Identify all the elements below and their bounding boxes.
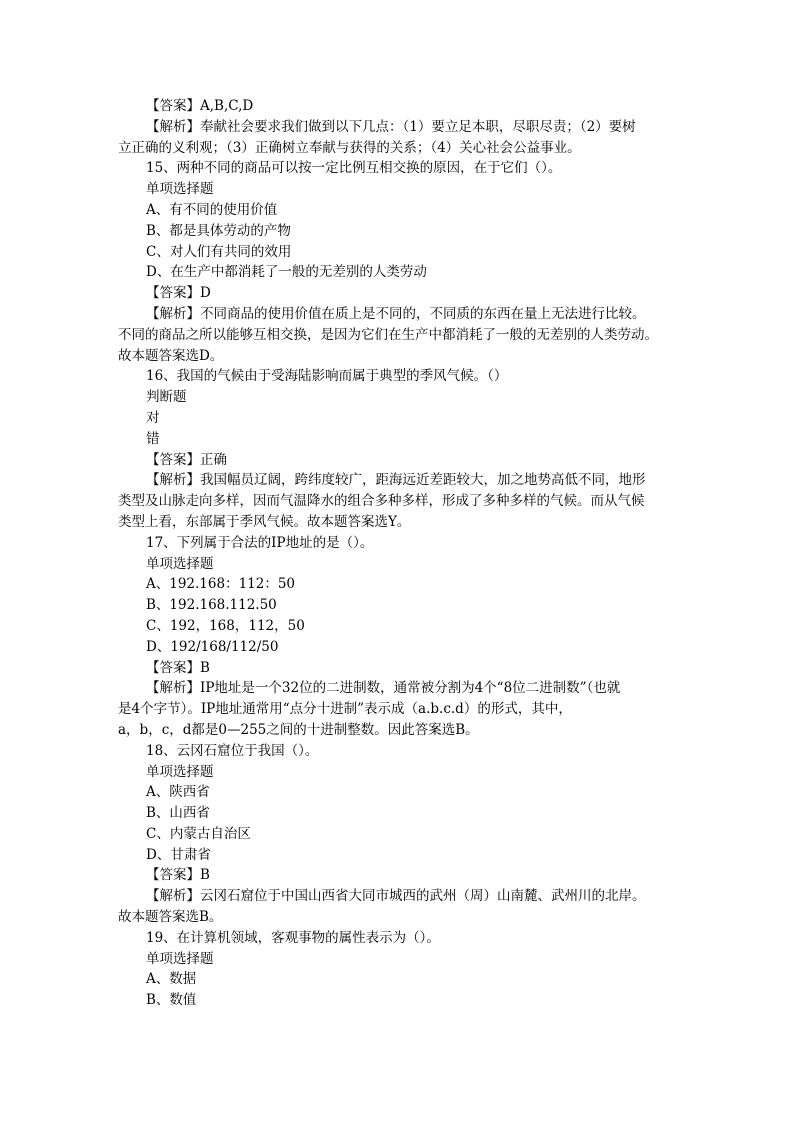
text-line: B、都是具体劳动的产物 (146, 222, 291, 239)
text-line: 单项选择题 (146, 950, 214, 967)
text-line: 【答案】D (146, 285, 211, 302)
text-line: B、山西省 (146, 805, 210, 822)
text-line: B、数值 (146, 992, 197, 1009)
text-line: 故本题答案选B。 (118, 909, 223, 926)
text-line: 15、两种不同的商品可以按一定比例互相交换的原因，在于它们（）。 (146, 160, 562, 177)
text-line: 错 (146, 430, 160, 447)
text-line: 【答案】B (146, 659, 210, 676)
text-line: C、对人们有共同的效用 (146, 243, 292, 260)
text-line: 对 (146, 409, 160, 426)
text-line: 单项选择题 (146, 555, 214, 572)
text-line: D、在生产中都消耗了一般的无差别的人类劳动 (146, 264, 427, 281)
document-body (118, 96, 678, 1011)
text-line: 单项选择题 (146, 181, 214, 198)
text-line: 判断题 (146, 389, 187, 406)
text-line: A、有不同的使用价值 (146, 201, 278, 218)
text-line: D、192/168/112/50 (146, 638, 279, 655)
text-line: 19、在计算机领域，客观事物的属性表示为（）。 (146, 929, 440, 946)
text-line: a，b，c，d都是0—255之间的十进制整数。因此答案选B。 (118, 721, 479, 738)
text-line: 17、下列属于合法的IP地址的是（）。 (146, 534, 374, 551)
text-line: 16、我国的气候由于受海陆影响而属于典型的季风气候。（） (146, 368, 508, 385)
text-line: 【解析】云冈石窟位于中国山西省大同市城西的武州（周）山南麓、武州川的北岸。 (146, 888, 646, 905)
text-line: A、数据 (146, 971, 197, 988)
text-line: D、甘肃省 (146, 846, 211, 863)
text-line: 【解析】奉献社会要求我们做到以下几点：（1）要立足本职，尽职尽责；（2）要树 (146, 118, 636, 135)
text-line: 【解析】我国幅员辽阔，跨纬度较广，距海远近差距较大，加之地势高低不同，地形 (146, 472, 646, 489)
text-line: 【答案】B (146, 867, 210, 884)
text-line: 类型上看，东部属于季风气候。故本题答案选Y。 (118, 513, 411, 530)
text-line: 单项选择题 (146, 763, 214, 780)
text-line: A、陕西省 (146, 784, 210, 801)
text-line: 立正确的义利观；（3）正确树立奉献与获得的关系；（4）关心社会公益事业。 (118, 139, 581, 156)
text-line: C、192，168，112，50 (146, 617, 305, 634)
text-line: 故本题答案选D。 (118, 347, 224, 364)
text-line: 【答案】A,B,C,D (146, 98, 254, 114)
text-line: 类型及山脉走向多样，因而气温降水的组合多种多样，形成了多种多样的气候。而从气候 (118, 493, 645, 510)
text-line: 【解析】IP地址是一个32位的二进制数，通常被分割为4个“8位二进制数”（也就 (146, 680, 621, 697)
text-line: C、内蒙古自治区 (146, 825, 251, 842)
text-line: 【解析】不同商品的使用价值在质上是不同的，不同质的东西在量上无法进行比较。 (146, 305, 646, 322)
text-line: 18、云冈石窟位于我国（）。 (146, 742, 319, 759)
text-line: 是4个字节）。IP地址通常用“点分十进制”表示成（a.b.c.d）的形式，其中， (118, 701, 572, 718)
text-line: B、192.168.112.50 (146, 597, 277, 614)
text-line: 【答案】正确 (146, 451, 227, 468)
text-line: A、192.168：112：50 (146, 576, 296, 593)
text-line: 不同的商品之所以能够互相交换，是因为它们在生产中都消耗了一般的无差别的人类劳动。 (118, 326, 658, 343)
